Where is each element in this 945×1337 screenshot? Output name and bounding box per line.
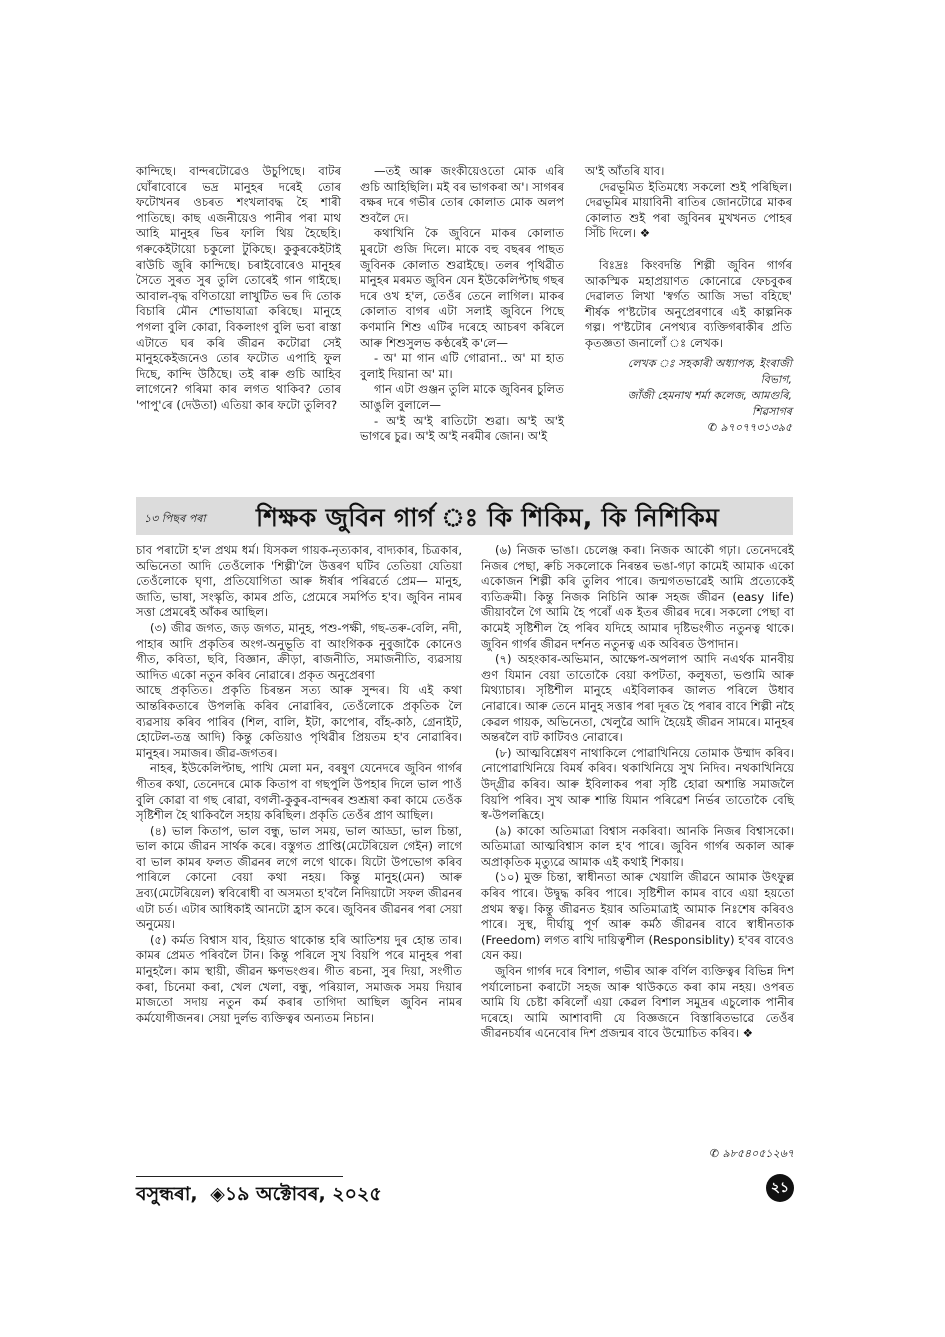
article-paragraph: (৩) জীৱ জগত, জড় জগত, মানুহ, পশু-পক্ষী, গছ-তৰু-বেলি, নদী, পাহাৰ আদি প্ৰকৃতিৰ অংগ-অনুভূতি বা আংগিকক নুবুজাকৈ কোনেও গীত, কবিতা, ছবি, বিজ্ঞান, ক্ৰীড়া, ৰাজনীতি, সমাজনীতি, ব্যৱসায় আদিত একো নতুন কৰিব নোৱাৰে। প্ৰকৃত অনুপ্ৰেৰণা	[136, 620, 462, 682]
author-college: জাঁজী হেমনাথ শৰ্মা কলেজ, আমগুৰি,	[627, 388, 792, 402]
author-department: বিভাগ,	[760, 372, 792, 386]
footer-divider	[136, 1176, 343, 1177]
story-paragraph: দেৱভূমিত ইতিমধ্যে সকলো শুই পৰিছিল। দেৱভূমিৰ মায়াবিনী ৰাতিৰ জোনটোৱে মাকৰ কোলাত শুই পৰা জুবিনৰ মুখখনত পোহৰ সিঁচি দিলে। ❖	[585, 179, 792, 241]
story-paragraph: অ'ই আঁতৰি যাব।	[585, 164, 665, 178]
page-number: ২১	[766, 1174, 794, 1202]
article-paragraph: (৮) আত্মবিশ্লেষণ নাথাকিলে পোৱাখিনিয়ে তোমাক উম্মাদ কৰিব। নোপোৱাখিনিয়ে বিমৰ্ষ কৰিব। থকাখিনিয়ে সুখ নিদিব। নথকাখিনিয়ে উদ্গ্ৰীৱ কৰিব। আৰু ইবিলাকৰ পৰা সৃষ্টি হোৱা অশান্তি সমাজলৈ বিয়পি পৰিব। সুখ আৰু শান্তি যিমান পৰিৱেশ নিৰ্ভৰ তাতোকৈ বেছি স্ব-উপলব্ধিহে।	[481, 745, 794, 823]
article-paragraph: জুবিন গাৰ্গৰ দৰে বিশাল, গভীৰ আৰু বৰ্ণিল ব্যক্তিত্বৰ বিভিন্ন দিশ পৰ্যালোচনা কৰাটো সহজ আৰু থাউকতে কৰা কাম নহয়। ওপৰত আমি যি চেষ্টা কৰিলোঁ এয়া কেৱল বিশাল সমুদ্ৰৰ এচুলোক পানীৰ দৰেহে। আমি আশাবাদী যে বিজ্ঞজনে বিস্তাৰিতভাৱে তেওঁৰ জীৱনচৰ্যাৰ এনেবোৰ দিশ প্ৰজন্মৰ বাবে উন্মোচিত কৰিব। ❖	[481, 964, 794, 1041]
article-paragraph: আছে প্ৰকৃতিত। প্ৰকৃতি চিৰন্তন সত্য আৰু সুন্দৰ। যি এই কথা আন্তৰিকতাৰে উপলব্ধি কৰিব নোৱাৰিব, তেওঁলোকে প্ৰকৃতিক লৈ ব্যৱসায় কৰিব পাৰিব (শিল, বালি, ইটা, কাপোৰ, বাঁহ-কাঠ, গ্ৰেনাইট, হোটেল-তন্ত্ৰ আদি) কিন্তু কেতিয়াও পৃথিৱীৰ প্ৰিয়তম হ'ব নোৱাৰিব। মানুহৰ। সমাজৰ। জীৱ-জগতৰ।	[136, 683, 462, 760]
article-paragraph: (৫) কৰ্মত বিশ্বাস যাব, হিয়াত থাকোন্ত হৰি আতিশয় দুৰ হোন্ত তাৰ। কামৰ প্ৰেমত পৰিবলৈ টান। কিন্তু পৰিলে সুখ বিয়পি পৰে মানুহৰ পৰা মানুহলৈ। কাম স্থায়ী, জীৱন ক্ষণভংগুৰ। গীত ৰচনা, সুৰ দিয়া, সংগীত কৰা, চিনেমা কৰা, খেল খেলা, বন্ধু, পৰিয়াল, সমাজক সময় দিয়াৰ মাজতো সদায় নতুন কৰ্ম কৰাৰ তাগিদা আছিল জুবিন নামৰ কৰ্মযোগীজনৰ। সেয়া দুৰ্লভ ব্যক্তিত্বৰ অন্যতম নিচান।	[136, 932, 462, 1025]
article-paragraph: নাহৰ, ইউকেলিপ্টাছ, পাখি মেলা মন, বৰষুণ যেনেদৰে জুবিন গাৰ্গৰ গীতৰ কথা, তেনেদৰে মোক কিতাপ বা গছপুলি উপহাৰ দিলে ভাল পাওঁ বুলি কোৱা বা গছ ৰোৱা, বগলী-কুকুৰ-বান্দৰৰ শুশ্ৰূষা কৰা কামে তেওঁক সৃষ্টিশীল হৈ থাকিবলৈ সহায় কৰিছিল। প্ৰকৃতি তেওঁৰ প্ৰাণ আছিল।	[136, 761, 462, 823]
author-note: বিঃদ্ৰঃ কিংবদন্তি শিল্পী জুবিন গাৰ্গৰ আকস্মিক মহাপ্ৰয়াণত কোনোৱে ফেচবুকৰ দেৱালত লিখা 'স্বৰ্গত আজি সভা বহিছে' শীৰ্ষক প'ষ্টটোৰ অনুপ্ৰেৰণাৰে এই কাল্পনিক গল্প। প'ষ্টটোৰ নেপথ্যৰ ব্যক্তিগৰাকীৰ প্ৰতি কৃতজ্ঞতা জনালোঁ ঃ লেখক।	[585, 257, 792, 350]
author-designation: লেখক ঃ সহকাৰী অধ্যাপক, ইংৰাজী	[627, 356, 792, 370]
magazine-name: বসুন্ধৰা,	[136, 1183, 198, 1205]
article-paragraph: চাব পৰাটো হ'ল প্ৰথম ধৰ্ম। যিসকল গায়ক-নৃত্যকাৰ, বাদ্যকাৰ, চিত্ৰকাৰ, অভিনেতা আদি তেওঁলোক 'শিল্পী'লৈ উত্তৰণ ঘটিব তেতিয়া যেতিয়া তেওঁলোকে ঘৃণা, প্ৰতিযোগিতা আৰু ঈৰ্ষাৰ পৰিৱৰ্তে প্ৰেম— মানুহ, জাতি, ভাষা, সংস্কৃতি, কামৰ প্ৰতি, প্ৰেমেৰে সমৰ্পিত হ'ব। জুবিন নামৰ সত্তা প্ৰেমৰেই আঁকৰ আছিল।	[136, 543, 462, 620]
issue-date: ◈১৯ অক্টোবৰ, ২০২৫	[210, 1183, 382, 1205]
article-paragraph: (৬) নিজক ভাঙা। চেলেঞ্জ কৰা। নিজক আকৌ গঢ়া। তেনেদৰেই নিজৰ পেছা, ৰুচি সকলোকে নিৰন্তৰ ভঙা-গঢ়া কামেই আমাক একো একোজন শিল্পী কৰি তুলিব পাৰে। জন্মগতভাৱেই আমি প্ৰত্যেকেই ব্যতিক্ৰমী। কিন্তু নিজক নিচিনি আৰু সহজ জীৱন (easy life) জীয়াবলৈ গৈ আমি হৈ পৰোঁ এক ইতৰ জীৱৰ দৰে। সকলো পেছা বা কামেই সৃষ্টিশীল হৈ পৰিব যদিহে আমাৰ দৃষ্টিভংগীত নতুনত্ব থাকে। জুবিন গাৰ্গৰ জীৱন দৰ্শনত নতুনত্ব এক অবিৰত উপাদান।	[481, 543, 794, 651]
author-phone: ✆ ৯৮৫৪০৫১২৬৭	[709, 1147, 794, 1160]
story-paragraph: —তই আৰু জংকীয়েওতো মোক এৰি গুচি আহিছিলি। মই বৰ ভাগকৰা অ'। সাগৰৰ বক্ষৰ দৰে গভীৰ তোৰ কোলাত মোক অলপ শুবলৈ দে।	[360, 164, 564, 225]
author-phone: ✆ ৯৭০৭৭৩১৩৯৫	[707, 420, 792, 434]
story-paragraph: - অ' মা গান এটি গোৱানা.. অ' মা হাত বুলাই দিয়ানা অ' মা।	[360, 351, 564, 381]
continued-from-label: ১৩ পিছৰ পৰা	[144, 512, 206, 525]
article-paragraph: (৪) ভাল কিতাপ, ভাল বন্ধু, ভাল সময়, ভাল আড্ডা, ভাল চিন্তা, ভাল কামে জীৱন সাৰ্থক কৰে। বস্তুগত প্ৰাপ্তি(মেটেৰিয়েল গেইন) লাগে বা ভাল কামৰ ফলত জীৱনৰ লগে লগে থাকে। যিটো উপভোগ কৰিব পাৰিলে কোনো বেয়া কথা নহয়। কিন্তু মানুহ(মেন) আৰু দ্ৰব্য(মেটেৰিয়েল) স্ববিৰোধী বা অসমতা হ'বলৈ নিদিয়াটো সফল জীৱনৰ এটা চৰ্ত। এটাৰ আধিকাই আনটো হ্ৰাস কৰে। জুবিনৰ জীৱনৰ পৰা সেয়া অনুমেয়।	[136, 823, 462, 932]
page-footer	[136, 1180, 382, 1212]
article-column-1	[136, 543, 462, 1026]
story-paragraph: - অ'ই অ'ই ৰাতিটো শুৱা। অ'ই অ'ই ভাগৰে চুৱ। অ'ই অ'ই নৰমীৰ জোন। অ'ই	[360, 413, 564, 444]
article-header-band	[136, 497, 793, 535]
story-column-1	[136, 164, 341, 414]
article-paragraph: (৭) অহংকাৰ-অভিমান, আক্ষেপ-অপলাপ আদি নএৰ্থক মানবীয় গুণ যিমান বেয়া তাতোকৈ বেয়া কপটতা, কলুষতা, ভণ্ডামি আৰু মিথ্যাচাৰ। সৃষ্টিশীল মানুহে এইবিলাকৰ জালত পৰিলে উধাব নোৱাৰে। আৰু তেনে মানুহ সত্তাৰ পৰা দূৰত হৈ পৰাৰ বাবে শিল্পী নহৈ কেৱল গায়ক, অভিনেতা, খেলুৱৈ আদি হৈয়েই জীৱন সামৰে। মানুহৰ অন্তৰলৈ বাট কাটিবও নোৱাৰে।	[481, 652, 794, 745]
article-column-2	[481, 543, 794, 1042]
article-title: শিক্ষক জুবিন গাৰ্গ ঃ কি শিকিম, কি নিশিকিম	[256, 503, 720, 532]
article-paragraph: (৯) কাকো অতিমাত্ৰা বিশ্বাস নকৰিবা। আনকি নিজৰ বিশ্বাসকো। অতিমাত্ৰা আত্মবিশ্বাস কাল হ'ব পাৰে। জুবিন গাৰ্গৰ অকাল আৰু অপ্ৰাকৃতিক মৃত্যুৱে আমাক এই কথাই শিকায়।	[481, 823, 794, 869]
author-signature	[585, 356, 792, 436]
article-paragraph: (১০) মুক্ত চিন্তা, স্বাধীনতা আৰু খেয়ালি জীৱনে আমাক উৎফুল্ল কৰিব পাৰে। উদ্বুদ্ধ কৰিব পাৰে। সৃষ্টিশীল কামৰ বাবে এয়া হয়তো প্ৰথম স্বত্ব। কিন্তু জীৱনত ইয়াৰ অতিমাত্ৰাই আমাক নিঃশেষ কৰিবও পাৰে। সুস্থ, দীৰ্ঘায়ু পূৰ্ণ আৰু কৰ্মঠ জীৱনৰ বাবে স্বাধীনতাক (Freedom) লগত ৰাখি দায়িত্বশীল (Responsiblity) হ'বৰ বাবেও যেন কয়।	[481, 870, 794, 963]
story-paragraph: গান এটা গুঞ্জন তুলি মাকে জুবিনৰ চুলিত আঙুলি বুলালে—	[360, 382, 564, 412]
story-column-3	[585, 164, 792, 436]
story-column-2	[360, 164, 564, 445]
story-paragraph: কান্দিছে। বান্দৰটোৱেও উচুপিছে। বাটৰ ঘোঁৰাবোৰে ভদ্ৰ মানুহৰ দৰেই তোৰ ফটোখনৰ ওচৰত শংখলাবদ্ধ হৈ শাৰী পাতিছে। কাছ এজনীয়েও পানীৰ পৰা মাথ আহি মানুহৰ ভিৰ ফালি থিয় হৈছেহি। গৰুকেইটায়ো চকুলো টুকিছে। কুকুৰকেইটাই ৰাউচি জুৰি কান্দিছে। চৰাইবোৰেও মানুহৰ সৈতে সুৰত সুৰ তুলি তোৰেই গান গাইছে। আবাল-বৃদ্ধ বণিতায়ো লাখুটিত ভৰ দি তোক বিচাৰি মৌন শোভাযাত্ৰা কৰিছে। মানুহে পগলা বুলি কোৱা, বিকলাংগ বুলি ভবা ৰাস্তা এটাতে ঘৰ কৰি জীৱন কটোৱা সেই মানুহকেইজনেও তোৰ ফটোত এপাহি ফুল দিছে, কান্দি উঠিছে। তই ৰাৰু গুচি আহিব লাগেনে? গৰিমা কাৰ লগত থাকিব? তোৰ 'পাপু'ৰে (দেউতা) এতিয়া কাৰ ফটো তুলিব?	[136, 164, 341, 412]
author-place: শিৱসাগৰ	[752, 404, 792, 418]
story-paragraph: কথাখিনি কৈ জুবিনে মাকৰ কোলাত মুৰটো গুজি দিলে। মাকে বহু বছৰৰ পাছত জুবিনক কোলাত শুৱাইছে। তলৰ পৃথিৱীত মানুহৰ মৰমত জুবিন যেন ইউকেলিপ্টাছ গছৰ দৰে ওখ হ'ল, তেওঁৰ তেনে লাগিল। মাকৰ কোলাত বাগৰ এটা সলাই জুবিনে পিছে কণমানি শিশু এটিৰ দৰেহে আচৰণ কৰিলে আৰু শিশুসুলভ কণ্ঠৰেই ক'লে—	[360, 226, 564, 350]
